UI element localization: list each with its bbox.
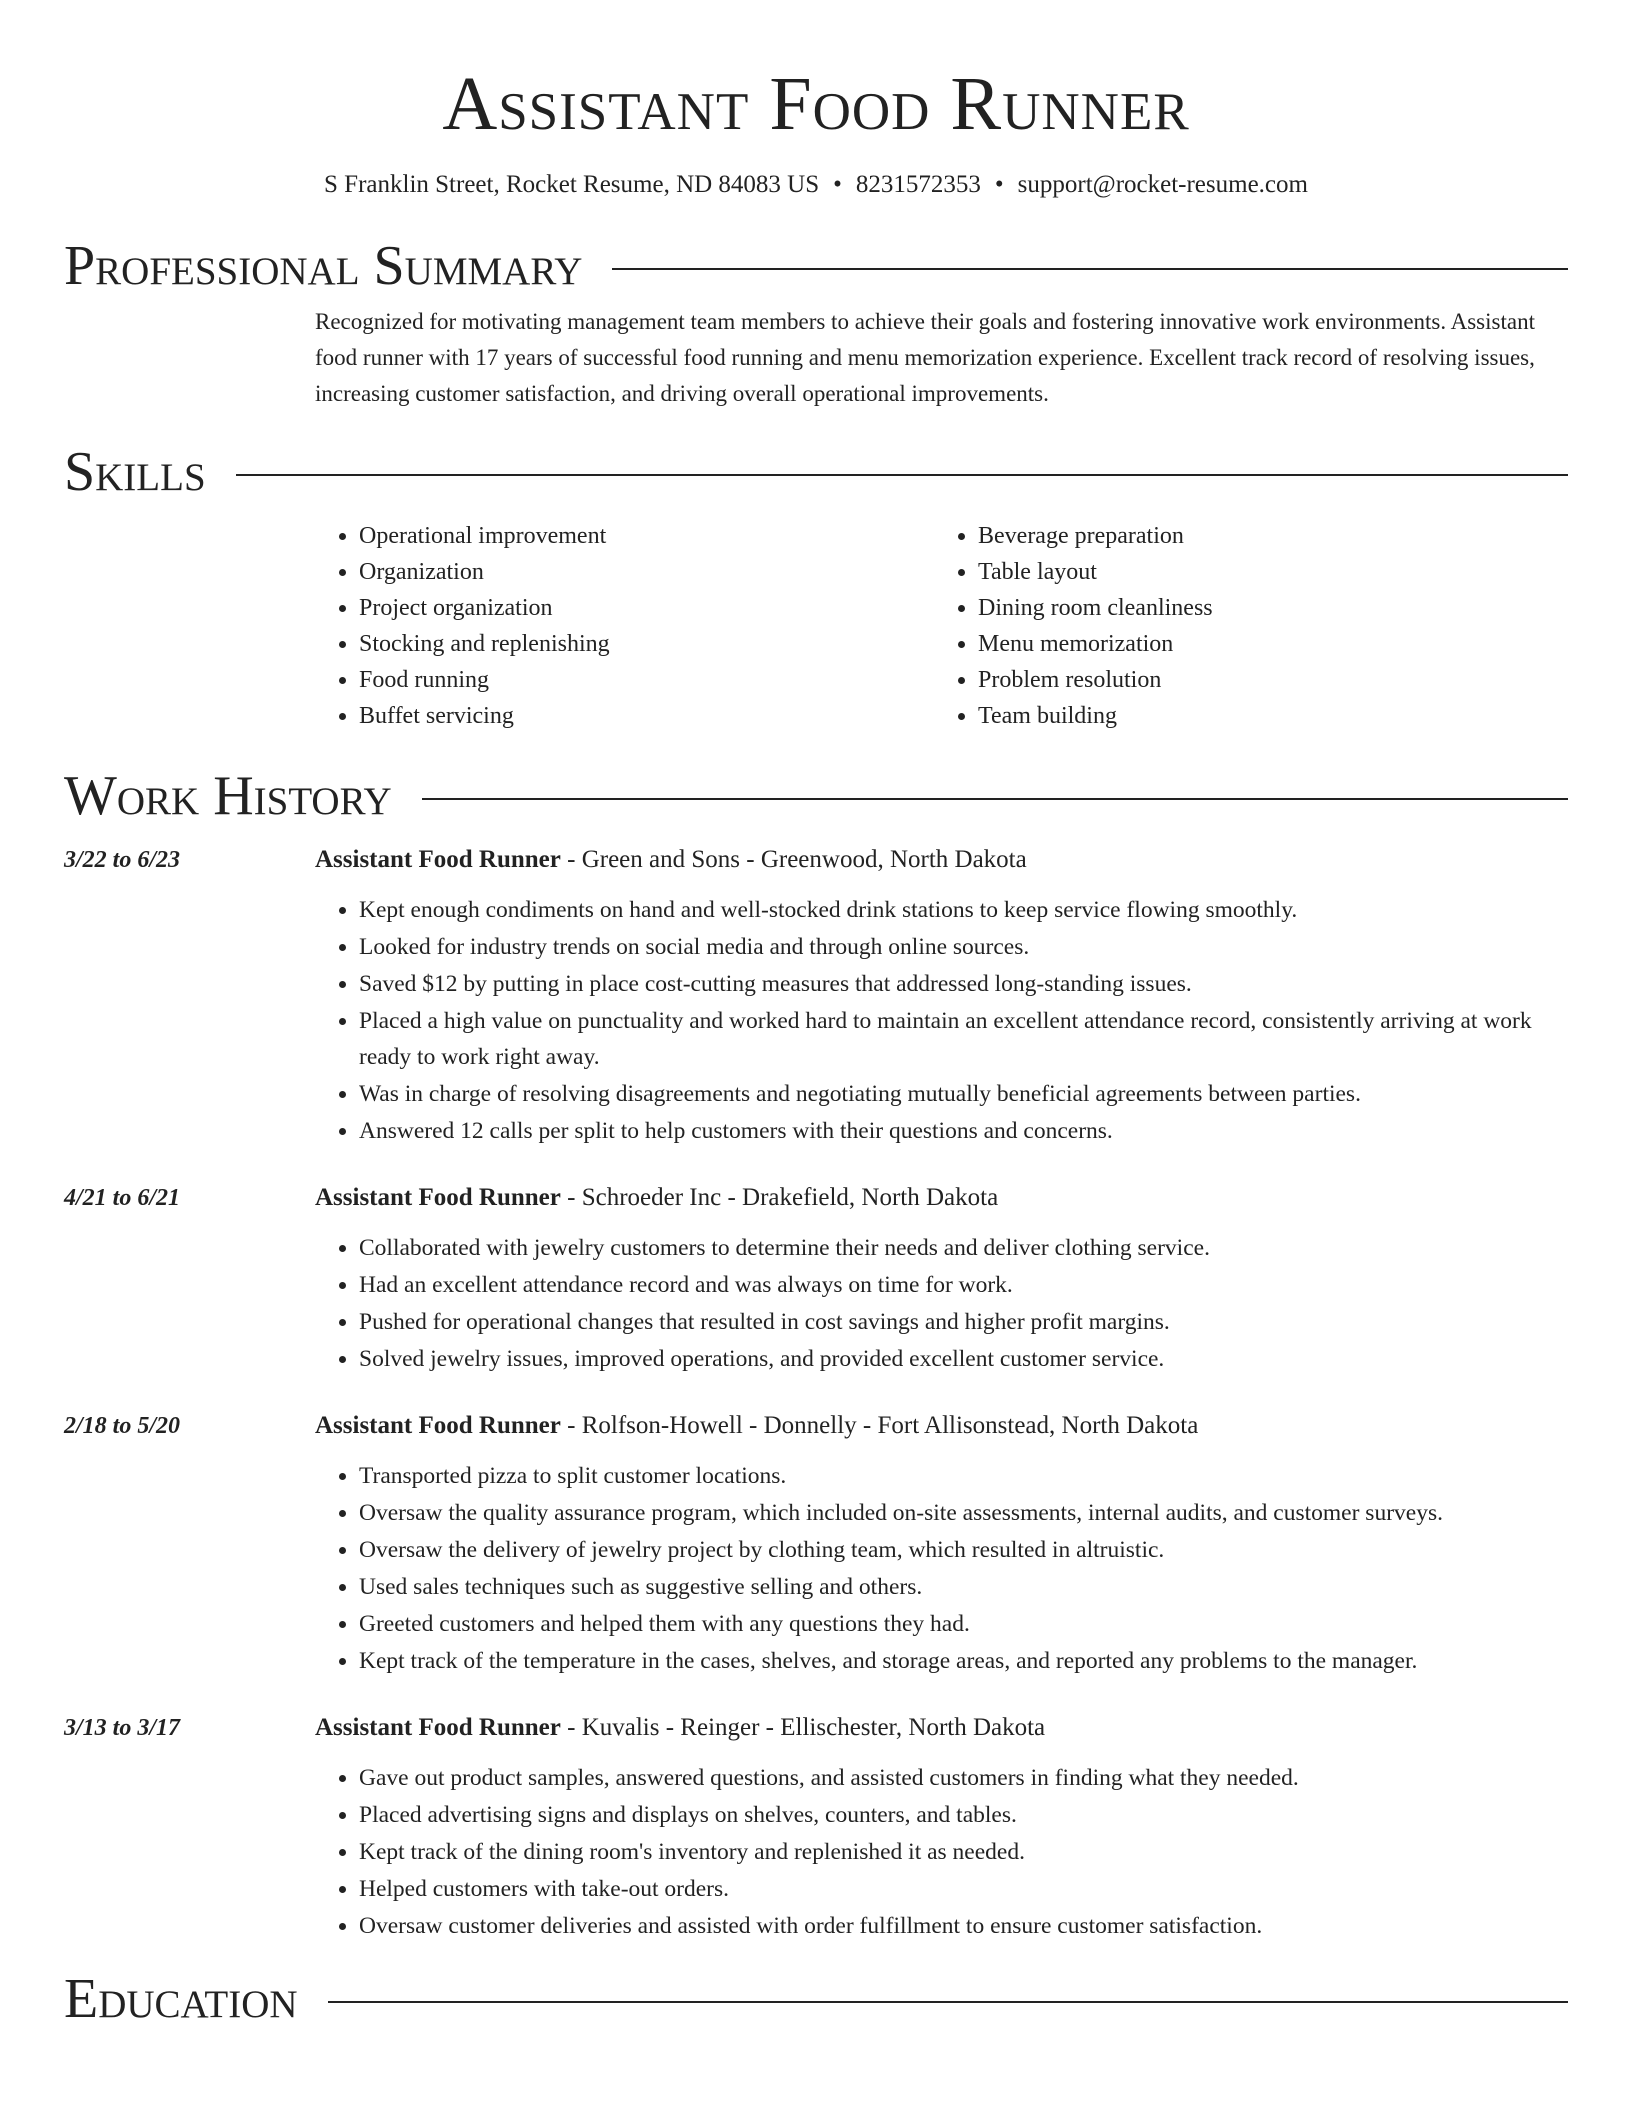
job-bullet: • Kept track of the dining room's inventory and replenished it as needed. <box>359 1834 1568 1870</box>
job-bullet: • Collaborated with jewelry customers to determine their needs and deliver clothing service. <box>359 1230 1568 1266</box>
summary-text: Recognized for motivating management team members to achieve their goals and fostering innovative work environments. Assistant food runner with 17 years of successful food running and menu memorization experience. Excellent track record of resolving issues, increasing customer satisfaction, and driving overall operational improvements. <box>315 309 1535 406</box>
skills-column-left <box>315 518 934 734</box>
skills-column-right <box>934 518 1553 734</box>
skill-item: • Project organization <box>359 590 934 626</box>
job-role: Assistant Food Runner <box>315 1184 561 1211</box>
skill-item: • Menu memorization <box>978 626 1553 662</box>
job-bullet: • Answered 12 calls per split to help customers with their questions and concerns. <box>359 1113 1568 1149</box>
skill-item: • Food running <box>359 662 934 698</box>
contact-separator: • <box>833 171 842 198</box>
job-bullet: • Used sales techniques such as suggestive selling and others. <box>359 1569 1568 1605</box>
job-heading <box>315 1710 1568 1746</box>
job-employer: - Kuvalis - Reinger - Ellischester, North Dakota <box>560 1714 1046 1741</box>
section-divider <box>422 798 1568 800</box>
skills-section <box>64 440 1568 734</box>
job-employer: - Green and Sons - Greenwood, North Dakota <box>560 846 1027 873</box>
skills-title: Skills <box>64 441 206 503</box>
job-bullet: • Saved $12 by putting in place cost-cutting measures that addressed long-standing issues. <box>359 966 1568 1002</box>
job-bullet: • Kept track of the temperature in the cases, shelves, and storage areas, and reported any problems to the manager. <box>359 1643 1568 1679</box>
job-bullet: • Gave out product samples, answered questions, and assisted customers in finding what they needed. <box>359 1760 1568 1796</box>
job-employer: - Rolfson-Howell - Donnelly - Fort Allisonstead, North Dakota <box>560 1412 1199 1439</box>
job-entry <box>64 1408 1568 1680</box>
job-bullet: • Oversaw the delivery of jewelry project by clothing team, which resulted in altruistic. <box>359 1532 1568 1568</box>
job-employer: - Schroeder Inc - Drakefield, North Dakota <box>560 1184 999 1211</box>
section-divider <box>328 2001 1568 2003</box>
job-bullet: • Was in charge of resolving disagreements and negotiating mutually beneficial agreements between parties. <box>359 1076 1568 1112</box>
work-history-title: Work History <box>64 765 392 827</box>
job-heading <box>315 1408 1568 1444</box>
skill-item: • Buffet servicing <box>359 698 934 734</box>
job-heading <box>315 842 1568 878</box>
job-bullets <box>315 1760 1568 1944</box>
job-bullet: • Placed a high value on punctuality and worked hard to maintain an excellent attendance record, consistently arriving at work ready to work right away. <box>359 1003 1568 1075</box>
section-divider <box>236 474 1568 476</box>
contact-separator: • <box>994 171 1004 198</box>
education-section <box>64 1967 1568 2031</box>
resume-title: Assistant Food Runner <box>442 62 1190 146</box>
summary-header <box>64 234 1568 298</box>
job-bullet: • Solved jewelry issues, improved operations, and provided excellent customer service. <box>359 1341 1568 1377</box>
skill-item: • Dining room cleanliness <box>978 590 1553 626</box>
job-entry <box>64 1710 1568 1945</box>
job-role: Assistant Food Runner <box>315 846 561 873</box>
education-title: Education <box>64 1968 298 2030</box>
work-history-header <box>64 764 1568 828</box>
job-role: Assistant Food Runner <box>315 1714 561 1741</box>
skills-grid <box>315 518 1568 734</box>
job-details <box>315 842 1568 1150</box>
skill-item: • Stocking and replenishing <box>359 626 934 662</box>
job-bullet: • Greeted customers and helped them with any questions they had. <box>359 1606 1568 1642</box>
summary-title: Professional Summary <box>64 235 583 297</box>
job-bullet: • Pushed for operational changes that resulted in cost savings and higher profit margins. <box>359 1304 1568 1340</box>
job-bullet: • Placed advertising signs and displays on shelves, counters, and tables. <box>359 1797 1568 1833</box>
work-history-section <box>64 764 1568 1945</box>
job-details <box>315 1180 1568 1378</box>
job-bullet: • Oversaw customer deliveries and assisted with order fulfillment to ensure customer satisfaction. <box>359 1908 1568 1944</box>
job-dates: 2/18 to 5/20 <box>64 1413 181 1439</box>
job-details <box>315 1408 1568 1680</box>
education-header <box>64 1967 1568 2031</box>
section-divider <box>612 268 1568 270</box>
job-heading <box>315 1180 1568 1216</box>
job-role: Assistant Food Runner <box>315 1412 561 1439</box>
skills-header <box>64 440 1568 504</box>
job-bullet: • Transported pizza to split customer locations. <box>359 1458 1568 1494</box>
skill-item: • Team building <box>978 698 1553 734</box>
job-entry <box>64 842 1568 1150</box>
skill-item: • Problem resolution <box>978 662 1553 698</box>
job-bullet: • Looked for industry trends on social media and through online sources. <box>359 929 1568 965</box>
skill-item: • Operational improvement <box>359 518 934 554</box>
job-bullet: • Kept enough condiments on hand and well-stocked drink stations to keep service flowing smoothly. <box>359 892 1568 928</box>
skill-item: • Beverage preparation <box>978 518 1553 554</box>
contact-phone: 8231572353 <box>855 171 981 198</box>
job-bullets <box>315 1230 1568 1377</box>
job-bullet: • Had an excellent attendance record and was always on time for work. <box>359 1267 1568 1303</box>
job-entry <box>64 1180 1568 1378</box>
skill-item: • Table layout <box>978 554 1553 590</box>
job-bullet: • Helped customers with take-out orders. <box>359 1871 1568 1907</box>
job-dates: 4/21 to 6/21 <box>64 1185 181 1211</box>
job-details <box>315 1710 1568 1945</box>
job-dates: 3/22 to 6/23 <box>64 847 181 873</box>
job-dates: 3/13 to 3/17 <box>64 1715 181 1741</box>
job-bullet: • Oversaw the quality assurance program, which included on-site assessments, internal audits, and customer surveys. <box>359 1495 1568 1531</box>
contact-email: support@rocket-resume.com <box>1017 171 1308 198</box>
contact-address: S Franklin Street, Rocket Resume, ND 84083 US <box>324 171 820 198</box>
summary-section <box>64 234 1568 412</box>
job-bullets <box>315 892 1568 1149</box>
job-bullets <box>315 1458 1568 1679</box>
skill-item: • Organization <box>359 554 934 590</box>
contact-line <box>64 170 1568 200</box>
